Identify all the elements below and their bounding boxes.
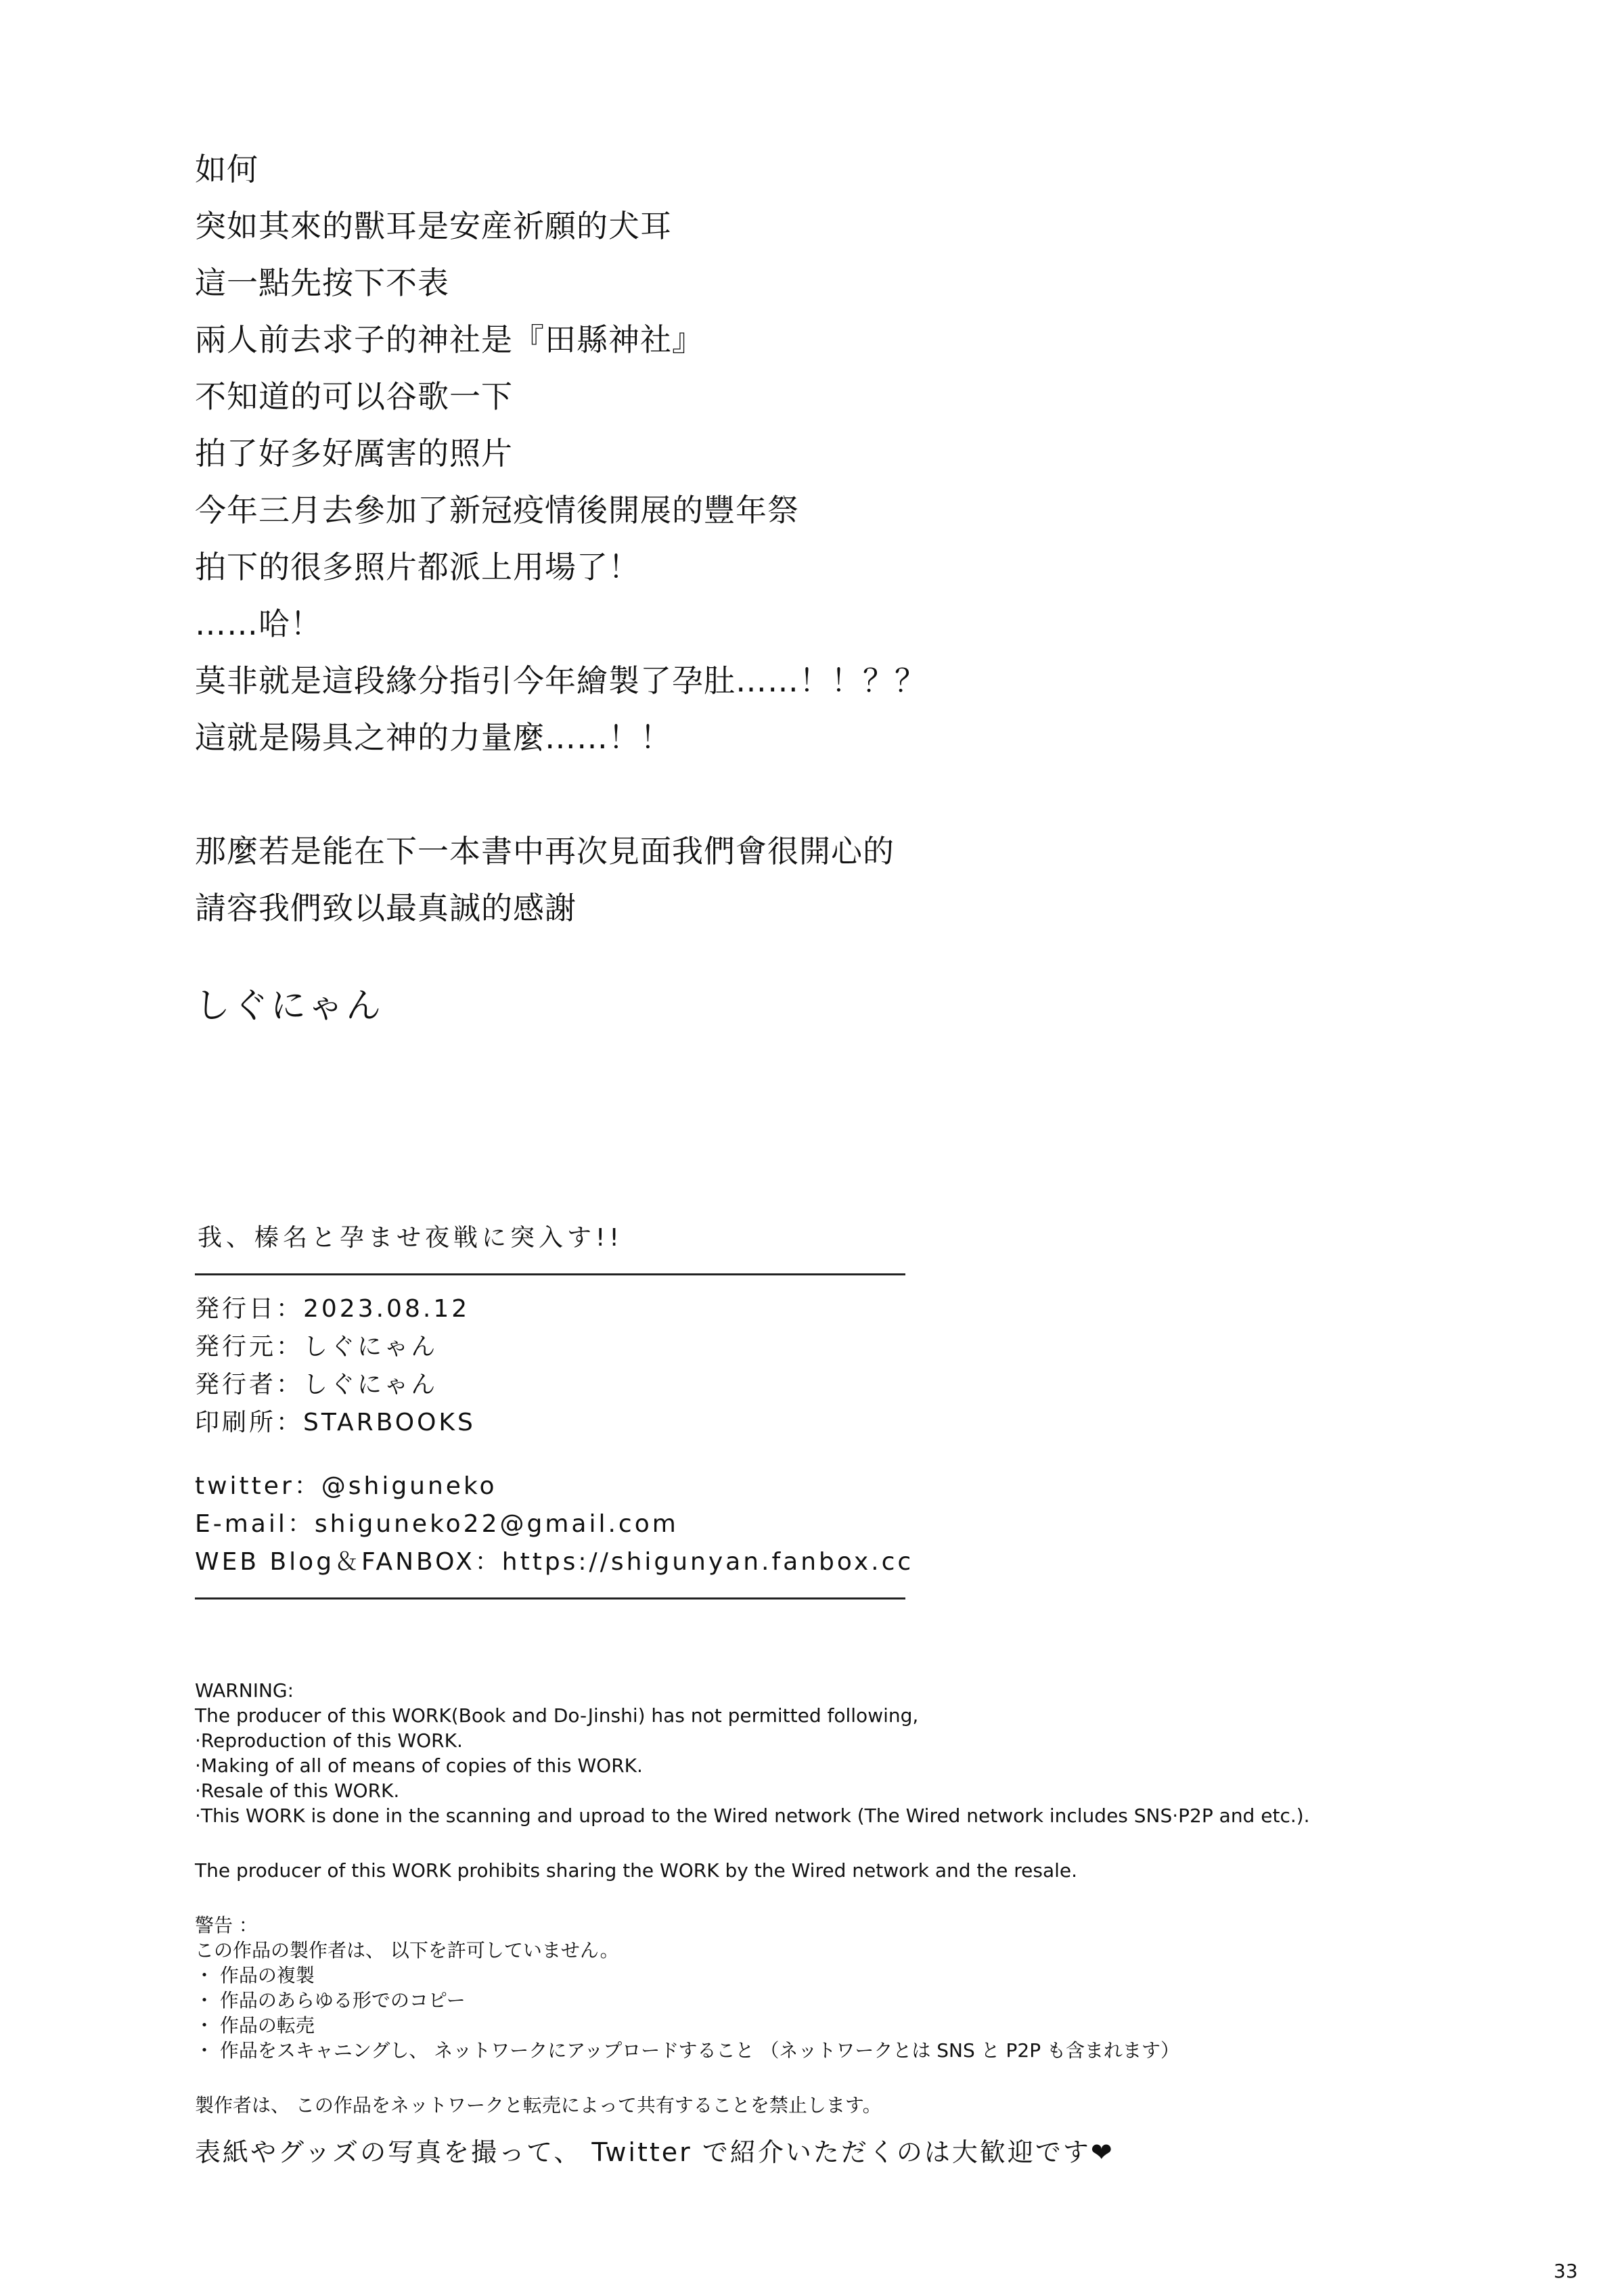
copyright-warning — [195, 1678, 1514, 2118]
heart-icon: ❤ — [1090, 2137, 1114, 2167]
sharing-notice-text: 表紙やグッズの写真を撮って、 Twitter で紹介いただくのは大歓迎です — [195, 2137, 1091, 2167]
warning-intro: The producer of this WORK(Book and Do-Jinshi) has not permitted following, — [195, 1704, 919, 1727]
afterword-line: 莫非就是這段緣分指引今年繪製了孕肚……！！？？ — [195, 662, 926, 699]
warning-ja-item: ・ 作品のあらゆる形でのコピー — [195, 1989, 466, 2012]
warning-ja-heading: 警告 ： — [195, 1914, 258, 1936]
afterword-line: 突如其來的獸耳是安産祈願的犬耳 — [195, 208, 672, 244]
afterword — [195, 141, 1345, 1028]
closing-line: 請容我們致以最真誠的感謝 — [195, 890, 577, 926]
warning-ja-footer: 製作者は、 この作品をネットワークと転売によって共有することを禁止します。 — [195, 2094, 882, 2116]
afterword-line: 這就是陽具之神的力量麼……！！ — [195, 719, 672, 756]
printer: 印刷所：STARBOOKS — [195, 1409, 476, 1436]
warning-footer: The producer of this WORK prohibits sharing the WORK by the Wired network and the resale. — [195, 1859, 1078, 1882]
colophon — [195, 1218, 914, 1599]
web-link: WEB Blog＆FANBOX：https://shigunyan.fanbox.cc — [195, 1548, 914, 1576]
warning-item: ·Reproduction of this WORK. — [195, 1729, 463, 1752]
afterword-line: 兩人前去求子的神社是『田縣神社』 — [195, 321, 704, 358]
author-signature: しぐにゃん — [195, 986, 384, 1026]
warning-ja-item: ・ 作品の転売 — [195, 2014, 315, 2037]
publish-date: 発行日：2023.08.12 — [195, 1295, 470, 1323]
warning-ja-intro: この作品の製作者は、 以下を許可していません。 — [195, 1939, 619, 1961]
warning-heading: WARNING: — [195, 1679, 294, 1702]
afterword-line: 如何 — [195, 151, 258, 187]
warning-ja-item: ・ 作品の複製 — [195, 1964, 315, 1986]
sharing-notice — [195, 2131, 1114, 2169]
page-number: 33 — [1554, 2260, 1578, 2282]
book-title: 我、榛名と孕ませ夜戦に突入す!! — [198, 1224, 623, 1252]
warning-item: ·Resale of this WORK. — [195, 1779, 400, 1802]
afterword-line: 拍了好多好厲害的照片 — [195, 435, 513, 472]
twitter-handle: twitter：@shiguneko — [195, 1472, 497, 1500]
contact-info — [195, 1468, 914, 1581]
warning-item: ·This WORK is done in the scanning and uproad to the Wired network (The Wired network includes SNS·P2P and etc.). — [195, 1804, 1310, 1827]
afterword-line: 不知道的可以谷歌一下 — [195, 378, 513, 415]
closing-line: 那麼若是能在下一本書中再次見面我們會很開心的 — [195, 833, 895, 869]
warning-ja-item: ・ 作品をスキャニングし、 ネットワークにアップロードすること （ネットワークとは SNS と P2P も含まれます） — [195, 2039, 1180, 2062]
email-address: E-mail：shiguneko22@gmail.com — [195, 1510, 679, 1538]
warning-item: ·Making of all of means of copies of this WORK. — [195, 1754, 643, 1777]
colophon-divider-bottom — [195, 1597, 905, 1599]
colophon-divider-top — [195, 1273, 905, 1275]
afterword-line: ……哈！ — [195, 606, 322, 642]
afterword-line: 今年三月去參加了新冠疫情後開展的豐年祭 — [195, 492, 799, 528]
afterword-line: 拍下的很多照片都派上用場了！ — [195, 549, 640, 585]
publication-info — [195, 1290, 905, 1442]
issuer: 発行者：しぐにゃん — [195, 1371, 438, 1399]
paragraph-gap — [195, 766, 1345, 823]
afterword-line: 這一點先按下不表 — [195, 265, 449, 301]
publisher: 発行元：しぐにゃん — [195, 1333, 438, 1361]
